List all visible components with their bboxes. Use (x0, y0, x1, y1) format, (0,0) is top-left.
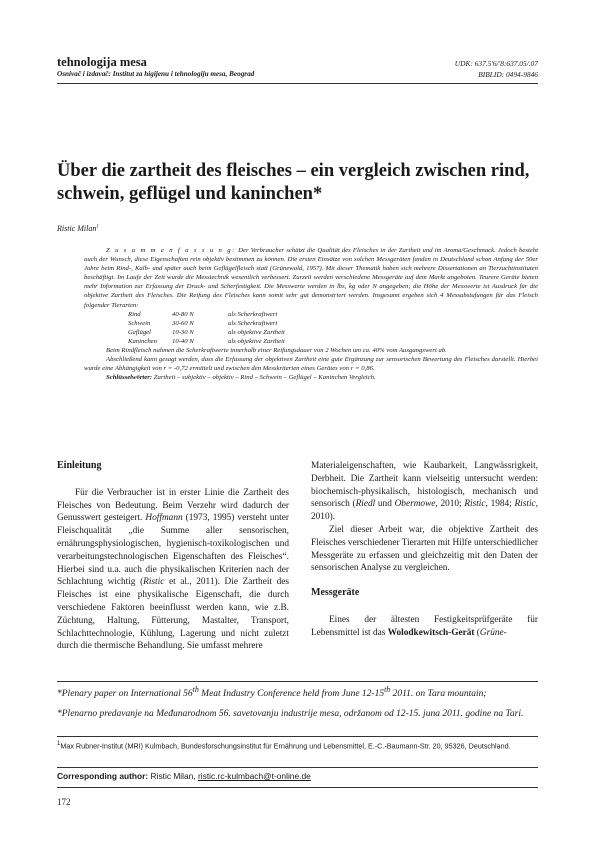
corresponding-author (57, 771, 311, 781)
affiliation-text: Max Rubner-Institut (MRI) Kulmbach, Bundesforschungsinstitut für Ernährung und Lebensmittel, E.-C.-Baumann-Str. 20, 95326, Deutschland. (60, 741, 511, 751)
abstract-text: Der Verbraucher schätzt die Qualität des Fleisches in der Zartheit und im Aroma/Geschmack. Jedoch besteht auch der Wunsch, diese Eigenschaften rein objektiv bestimmen zu können. Die ersten Einsätze von solchen Messgeräten fanden in Deutschland schon Anfang der 50er Jahre beim Rind-, Kalb- und später auch beim Geflügelfleisch statt (Grünewald, 1957). Mit dieser Thematik haben sich mehrere Dissertationen an Tierzuchtinstituten beschäftigt. Im Laufe der Zeit wurde die Messtechnik wesentlich verbessert. Zurzeit werden verschiedene Messgeräte auf dem Markt angeboten. Teurere Geräte bieten mehr Information zur Erfassung der Druck- und Scherfestigkeit. Die Messwerte werden in lbs, kg oder N angegeben; die Höhe der Messwerte ist Ausdruck für die objektive Zartheit des Fleisches. Die Reifung des Fleisches kann somit sehr gut demonstriert werden. Insgesamt ergeben sich 4 Messabstufungen für das Fleisch folgender Tierarten: (84, 247, 538, 309)
abstract-paragraph: Abschließend kann gesagt werden, dass die Erfassung der objektiven Zartheit eine gute Ergänzung zur sensorischen Bewertung des Fleisches darstellt. Hierbei wurde eine Abhängigkeit von r = -0,72 ermittelt und zwischen den Messkriterien eines Gerätes von r = 0,86. (84, 356, 538, 373)
citation: Ristic (464, 499, 486, 510)
affiliation-mark: 1 (57, 741, 61, 747)
page-number: 172 (57, 797, 71, 807)
force-range: 30-60 N (172, 319, 194, 327)
journal-title: tehnologija mesa (57, 55, 147, 69)
text-run: th (192, 685, 199, 694)
measure-type: als Scherkraftwert (228, 310, 278, 318)
abstract (84, 246, 538, 382)
species-name: Schwein (128, 319, 151, 327)
email-link[interactable]: ristic.rc-kulmbach@t-online.de (198, 771, 311, 781)
author-affiliation-mark: 1 (96, 224, 99, 230)
abstract-paragraph: Beim Rindfleisch nahmen die Scherkraftwerte innerhalb einer Reifungsdauer von 2 Wochen um ca. 40% vom Ausgangswert ab. (106, 347, 447, 355)
species-name: Kaninchen (128, 337, 157, 345)
force-range: 10-30 N (172, 328, 194, 336)
abstract-paragraph (84, 246, 538, 310)
body-column-left (57, 460, 289, 653)
text-run: *Plenary paper on International 56 (57, 689, 193, 700)
species-name: Geflügel (128, 328, 152, 336)
footnote-plenary-en (57, 684, 538, 701)
species-row (128, 328, 285, 337)
bibid-code: BIBLID: 0494-9846 (478, 70, 538, 79)
footnote-divider (57, 681, 538, 682)
body-paragraph-continued (311, 460, 538, 524)
species-table (128, 310, 285, 346)
text-run: Materialeigenschaften, wie Kaubarkeit, Langwässrigkeit, Derbheit. Die Zartheit kann vielseitig untersucht werden: biochemisch-physikalisch, histologisch, mechanisch und sensorisch ( (311, 461, 538, 510)
body-paragraph (57, 487, 289, 653)
text-run: , 2010; (435, 499, 465, 510)
species-row (128, 337, 285, 346)
measure-type: als Scherkraftwert (228, 319, 278, 327)
author-name: Ristic Milan (57, 224, 97, 233)
keywords-text: Zartheit – subjektiv – objektiv – Rind – Schwein – Geflügel – Kaninchen Vergleich. (152, 374, 376, 382)
text-run: th (384, 685, 391, 694)
species-name: Rind (128, 310, 141, 318)
corresponding-name: Ristic Milan, (148, 771, 198, 781)
text-run: Meat Industry Conference held from June 12-15 (198, 689, 385, 700)
measure-type: als objektive Zartheit (228, 328, 285, 336)
section-heading-messgeraete: Messgeräte (311, 587, 360, 599)
species-row (128, 319, 285, 328)
text-run: und (375, 499, 395, 510)
footnote-divider (57, 787, 538, 788)
citation: Ristic (143, 577, 165, 588)
species-row (128, 310, 285, 319)
citation: Grüne- (479, 627, 507, 638)
body-paragraph (311, 614, 538, 640)
citation: Ristic (514, 499, 536, 510)
force-range: 40-80 N (172, 310, 194, 318)
citation: Riedl (355, 499, 376, 510)
text-run: et al., 2011). Die Zartheit des Fleisches ist eine physikalische Eigenschaft, die durch verschiedene Faktoren beeinflusst werden kann, wie z.B. Züchtung, Haltung, Fütterung, Mastalter, Transport, Schlachttechnologie, Kühlung, Lagerung und nicht zuletzt durch die thermische Behandlung. Sie umfasst mehrere (57, 577, 289, 652)
author-line (57, 224, 99, 233)
measure-type: als objektive Zartheit (228, 337, 285, 345)
text-run: , 2010). (311, 499, 538, 523)
corresponding-label: Corresponding author: (57, 771, 149, 781)
section-heading-einleitung: Einleitung (57, 460, 102, 471)
udk-code: UDK: 637.5'6/'8:637.05/.07 (454, 59, 538, 68)
abstract-label: Z u s a m m e n f a s s u n g: (106, 247, 236, 254)
text-run: 2011. on Tara mountain; (390, 689, 487, 700)
article-title: Über die zartheit des fleisches – ein vergleich zwischen rind, schwein, geflügel und kaninchen* (57, 161, 530, 204)
text-run: , 1984; (485, 499, 515, 510)
citation: Obermowe (394, 499, 436, 510)
header-divider (57, 83, 538, 84)
affiliation-footnote (57, 740, 538, 751)
text-run: (1973, 1995) versteht unter Fleischqualität „die Summe aller sensorischen, ernährungsphysiologischen, hygienisch-toxikologischen und verarbeitungstechnologischen Eigenschaften des Fleisches“. Hierbei sind u.a. auch die physikalischen Kriterien nach der Schlachtung wichtig ( (57, 513, 289, 588)
footnote-plenary-sr: *Plenarno predavanje na Međunarodnom 56. savetovanju industrije mesa, održanom od 12-15. juna 2011. godine na Tari. (57, 709, 524, 719)
text-run: Für die Verbraucher ist in erster Linie die Zartheit des Fleisches von Bedeutung. Beim Verzehr wird dadurch der Genusswert gesteigert. (57, 487, 289, 524)
text-run: Eines der ältesten Festigkeitsprüfgeräte für Lebensmittel ist das (311, 614, 538, 638)
keywords-label: Schlüsselwörter: (106, 374, 153, 382)
citation: Hoffmann (145, 513, 183, 524)
footnote-divider (57, 736, 538, 737)
body-paragraph: Ziel dieser Arbeit war, die objektive Zartheit des Fleisches verschiedener Tierarten mit Hilfe unterschiedlicher Messgeräte zu erfassen und gleichzeitig mit den Daten der sensorischen Analyse zu vergleichen. (311, 524, 538, 574)
body-column-right (311, 460, 538, 640)
force-range: 10-40 N (172, 337, 194, 345)
footnote-divider (57, 767, 538, 768)
text-run: ( (474, 627, 480, 638)
publisher-line: Osnivač i izdavač: Institut za higijenu i tehnologiju mesa, Beograd (57, 70, 255, 78)
device-name: Wolodkewitsch-Gerät (387, 627, 475, 638)
keywords (84, 373, 538, 382)
